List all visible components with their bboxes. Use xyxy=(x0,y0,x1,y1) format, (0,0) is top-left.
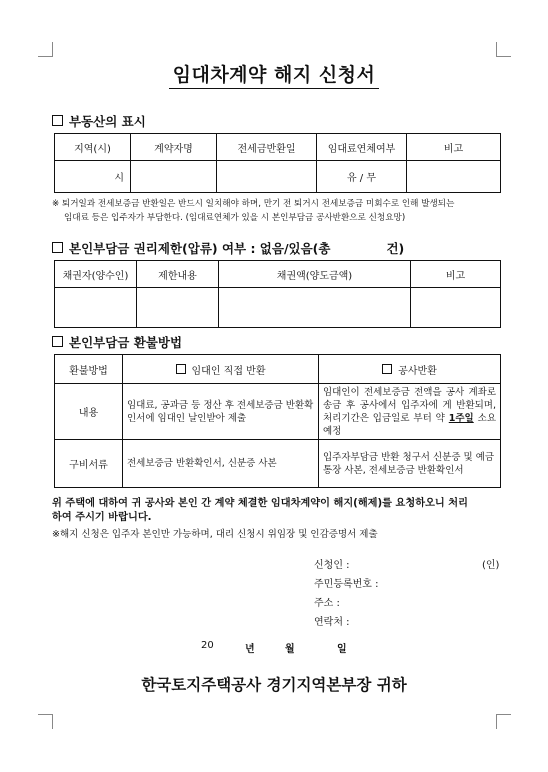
corporation-return-documents: 입주자부담금 반환 청구서 신분증 및 예금통장 사본, 전세보증금 반환확인서 xyxy=(319,440,501,488)
date-year: 년 xyxy=(245,644,255,655)
date-prefix: 20 xyxy=(201,640,214,651)
resident-number-label: 주민등록번호 : xyxy=(314,579,379,590)
section-rights-restriction-heading: 본인부담금 권리제한(압류) 여부 : 없음/있음(총 건) xyxy=(52,239,404,257)
rights-restriction-table xyxy=(54,260,501,328)
header-deposit-return-date: 전세금반환일 xyxy=(217,134,317,161)
section-property-heading: 부동산의 표시 xyxy=(52,112,146,130)
document-title: 임대차계약 해지 신청서 xyxy=(0,60,548,87)
checkbox-icon[interactable] xyxy=(382,364,392,374)
refund-header-row xyxy=(55,355,501,384)
header-remarks: 비고 xyxy=(407,134,501,161)
header-remarks: 비고 xyxy=(411,261,501,288)
contact-label: 연락처 : xyxy=(314,617,350,628)
deposit-return-date-field[interactable] xyxy=(217,161,317,193)
crop-mark-bottom-left xyxy=(38,714,53,729)
header-contractor: 계약자명 xyxy=(131,134,217,161)
header-claim-amount: 채권액(양도금액) xyxy=(219,261,411,288)
checkbox-icon xyxy=(52,115,63,126)
request-line-1: 위 주택에 대하여 귀 공사와 본인 간 계약 체결한 임대차계약이 해지(해제)를 요청하오니 처리 xyxy=(52,498,468,509)
landlord-direct-content: 임대료, 공과금 등 정산 후 전세보증금 반환확인서에 임대인 날인받아 제출 xyxy=(123,384,319,440)
note-move-out xyxy=(52,197,454,225)
checkbox-icon xyxy=(52,336,63,347)
option-landlord-direct[interactable]: 임대인 직접 반환 xyxy=(123,355,319,384)
seal-mark: (인) xyxy=(482,560,500,571)
request-note: ※해지 신청은 입주자 본인만 가능하며, 대리 신청시 위임장 및 인감증명서 제출 xyxy=(52,529,378,540)
address-label: 주소 : xyxy=(314,598,340,609)
note-line-1: ※ 퇴거일과 전세보증금 반환일은 반드시 일치해야 하며, 만기 전 퇴거시 전세보증금 미회수로 인해 발생되는 xyxy=(52,199,455,209)
date-day: 일 xyxy=(337,644,347,655)
corporation-return-content: 임대인이 전세보증금 전액을 공사 계좌로 송금 후 공사에서 입주자에 게 반환되며, 처리기간은 입금일로 부터 약 1주일 소요예정 xyxy=(319,384,501,440)
remarks-field[interactable] xyxy=(407,161,501,193)
date-month: 월 xyxy=(285,644,295,655)
header-restriction-detail: 제한내용 xyxy=(137,261,219,288)
row-label-content: 내용 xyxy=(55,384,123,440)
note-line-2: 임대료 등은 입주자가 부담한다. (임대료연체가 있을 시 본인부담금 공사반환으로 신청요망) xyxy=(64,213,406,223)
rent-overdue-field[interactable]: 유 / 무 xyxy=(317,161,407,193)
addressee: 한국토지주택공사 경기지역본부장 귀하 xyxy=(141,676,407,694)
remarks-field[interactable] xyxy=(411,288,501,328)
contractor-field[interactable] xyxy=(131,161,217,193)
option-corporation-return[interactable]: 공사반환 xyxy=(319,355,501,384)
request-line-2: 하여 주시기 바랍니다. xyxy=(52,512,152,523)
restriction-detail-field[interactable] xyxy=(137,288,219,328)
claim-amount-field[interactable] xyxy=(219,288,411,328)
rights-header-row xyxy=(55,261,501,288)
landlord-direct-documents: 전세보증금 반환확인서, 신분증 사본 xyxy=(123,440,319,488)
applicant-label: 신청인 : xyxy=(314,560,350,571)
refund-method-table xyxy=(54,354,501,488)
crop-mark-bottom-right xyxy=(496,714,511,729)
row-label-documents: 구비서류 xyxy=(55,440,123,488)
crop-mark-top-left xyxy=(38,42,53,57)
header-rent-overdue: 임대료연체여부 xyxy=(317,134,407,161)
property-input-row xyxy=(55,161,501,193)
header-creditor: 채권자(양수인) xyxy=(55,261,137,288)
header-region: 지역(시) xyxy=(55,134,131,161)
checkbox-icon xyxy=(52,242,63,253)
property-header-row xyxy=(55,134,501,161)
request-statement xyxy=(52,497,502,525)
checkbox-icon[interactable] xyxy=(176,364,186,374)
rights-input-row xyxy=(55,288,501,328)
crop-mark-top-right xyxy=(496,42,511,57)
section-refund-method-heading: 본인부담금 환불방법 xyxy=(52,333,182,351)
region-field[interactable]: 시 xyxy=(55,161,131,193)
refund-content-row xyxy=(55,384,501,440)
refund-documents-row xyxy=(55,440,501,488)
property-table xyxy=(54,133,501,193)
creditor-field[interactable] xyxy=(55,288,137,328)
header-refund-method: 환불방법 xyxy=(55,355,123,384)
